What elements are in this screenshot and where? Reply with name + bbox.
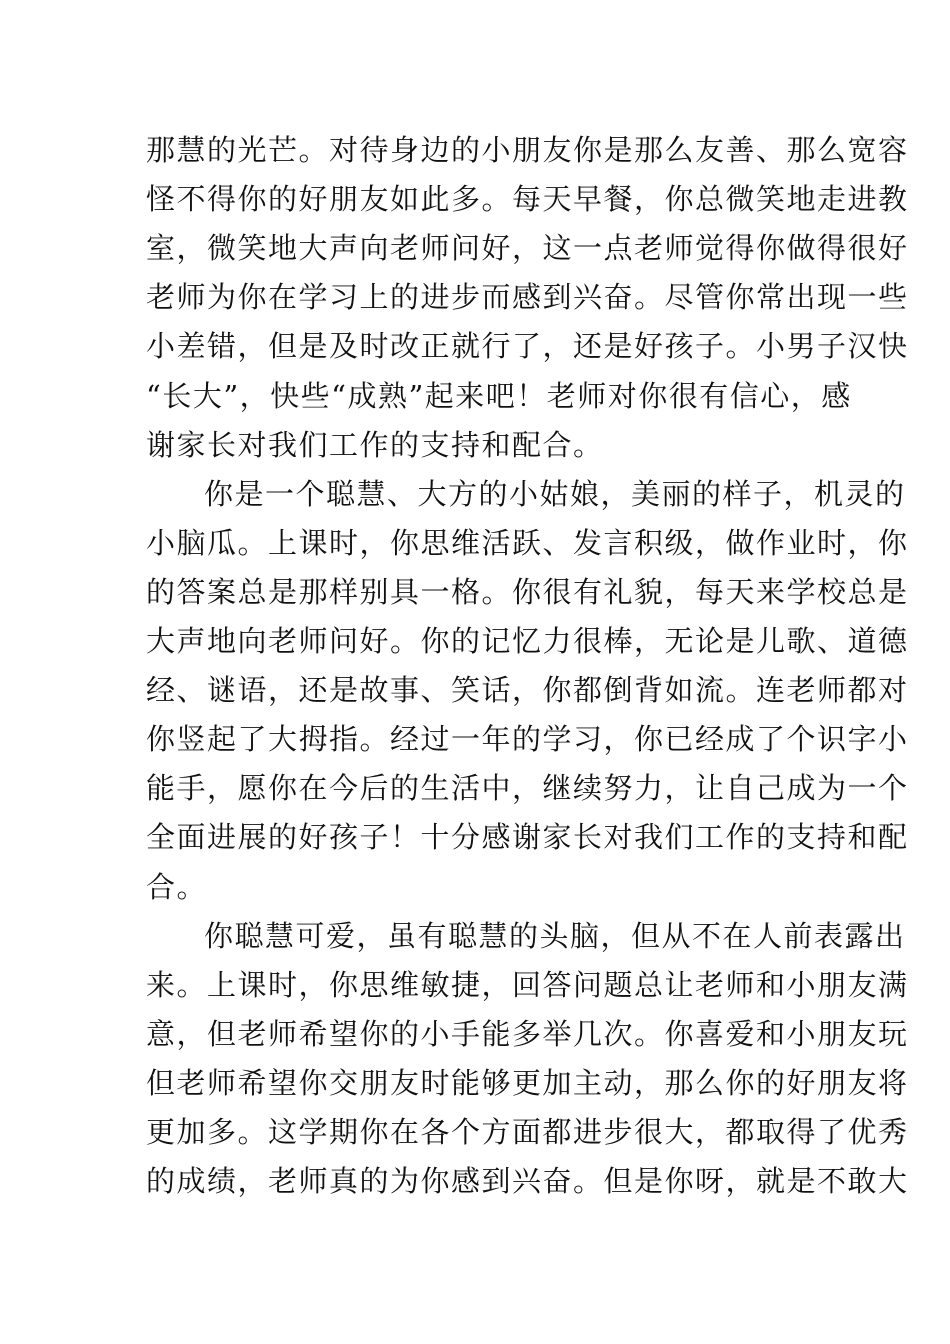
text-line: 经、谜语，还是故事、笑话，你都倒背如流。连老师都对	[146, 673, 909, 707]
text-line: “长大”，快些“成熟”起来吧！老师对你很有信心，感	[146, 379, 852, 413]
text-line: 那慧的光芒。对待身边的小朋友你是那么友善、那么宽容	[146, 133, 909, 167]
text-line: 大声地向老师问好。你的记忆力很棒，无论是儿歌、道德	[146, 624, 909, 658]
text-line: 老师为你在学习上的进步而感到兴奋。尽管你常出现一些	[146, 280, 909, 314]
text-line: 小脑瓜。上课时，你思维活跃、发言积级，做作业时，你	[146, 526, 909, 560]
text-line: 小差错，但是及时改正就行了，还是好孩子。小男子汉快	[146, 329, 909, 363]
text-line: 谢家长对我们工作的支持和配合。	[146, 428, 604, 462]
text-line: 室，微笑地大声向老师问好，这一点老师觉得你做得很好	[146, 231, 909, 265]
text-line: 你聪慧可爱，虽有聪慧的头脑，但从不在人前表露出	[204, 919, 906, 953]
text-line: 能手，愿你在今后的生活中，继续努力，让自己成为一个	[146, 771, 909, 805]
text-line: 的成绩，老师真的为你感到兴奋。但是你呀，就是不敢大	[146, 1164, 909, 1198]
text-line: 你是一个聪慧、大方的小姑娘，美丽的样子，机灵的	[204, 477, 906, 511]
text-line: 怪不得你的好朋友如此多。每天早餐，你总微笑地走进教	[146, 182, 909, 216]
text-line: 全面进展的好孩子！十分感谢家长对我们工作的支持和配	[146, 820, 909, 854]
text-line: 来。上课时，你思维敏捷，回答问题总让老师和小朋友满	[146, 968, 909, 1002]
text-line: 更加多。这学期你在各个方面都进步很大，都取得了优秀	[146, 1115, 909, 1149]
text-line: 的答案总是那样别具一格。你很有礼貌，每天来学校总是	[146, 575, 909, 609]
text-line: 合。	[146, 870, 208, 904]
text-line: 但老师希望你交朋友时能够更加主动，那么你的好朋友将	[146, 1066, 909, 1100]
text-line: 意，但老师希望你的小手能多举几次。你喜爱和小朋友玩	[146, 1017, 909, 1051]
text-line: 你竖起了大拇指。经过一年的学习，你已经成了个识字小	[146, 722, 909, 756]
